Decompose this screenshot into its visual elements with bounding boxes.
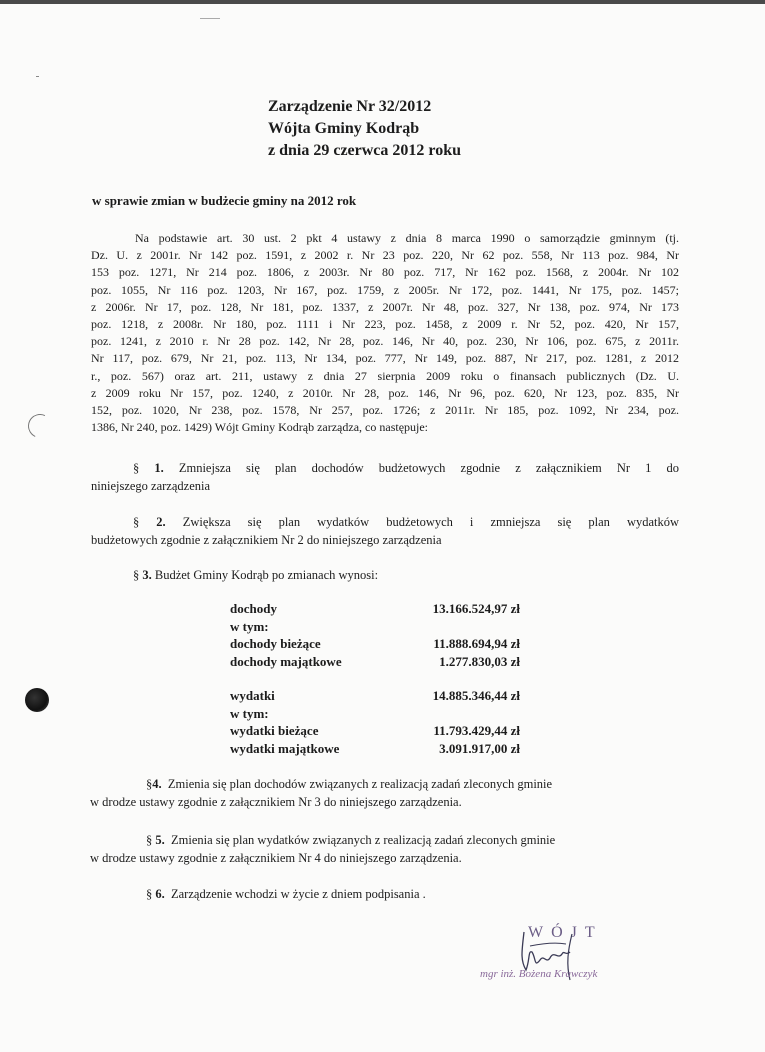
- section-line: [133, 567, 378, 585]
- budget-value: 13.166.524,97 zł: [432, 601, 520, 616]
- paragraph-line: Na podstawie art. 30 ust. 2 pkt 4 ustawy z dnia 8 marca 1990 o samorządzie gminnym (tj.: [135, 231, 679, 245]
- document-subject: w sprawie zmian w budżecie gminy na 2012 rok: [92, 193, 357, 208]
- section-text: Zarządzenie wchodzi w życie z dniem podpisania .: [171, 887, 426, 901]
- section-mark: §: [133, 515, 140, 529]
- paragraph-line: r., poz. 567) oraz art. 211, ustawy z dnia 27 sierpnia 2009 roku o finansach publicznych (Dz. U.: [91, 368, 679, 383]
- section-number: 6.: [155, 887, 165, 901]
- paragraph-line: poz. 1055, Nr 116 poz. 1203, Nr 167, poz. 1759, z 2005r. Nr 172, poz. 1441, Nr 175, poz. 1457;: [91, 282, 679, 297]
- budget-summary: [230, 600, 520, 757]
- punch-hole: [25, 688, 49, 712]
- section-6: [146, 886, 426, 904]
- paragraph-line: z 2009 roku Nr 157, poz. 1240, z 2010r. Nr 28, poz. 146, Nr 96, poz. 620, Nr 123, poz. 835, Nr: [91, 385, 679, 400]
- budget-row: [230, 618, 520, 636]
- budget-value: 1.277.830,03 zł: [439, 653, 520, 669]
- paragraph-line: Dz. U. z 2001r. Nr 142 poz. 1591, z 2002 r. Nr 23 poz. 220, Nr 62 poz. 558, Nr 113 poz. 984, Nr: [91, 248, 679, 263]
- section-4: [90, 776, 552, 811]
- section-text: Zmniejsza się plan dochodów budżetowych zgodnie z załącznikiem Nr 1 do: [178, 461, 680, 475]
- paragraph-line: poz. 1218, z 2008r. Nr 180, poz. 1111 i Nr 223, poz. 1458, z 2009 r. Nr 52, poz. 420, Nr 157,: [91, 317, 679, 332]
- section-line: niniejszego zarządzenia: [91, 478, 211, 493]
- section-line: [146, 886, 426, 904]
- title-line: z dnia 29 czerwca 2012 roku: [268, 142, 462, 159]
- section-number: 3.: [142, 568, 152, 582]
- budget-value: 11.793.429,44 zł: [433, 723, 520, 738]
- budget-value: 3.091.917,00 zł: [439, 740, 520, 756]
- section-mark: §: [133, 461, 140, 475]
- budget-value: 14.885.346,44 zł: [432, 688, 520, 703]
- section-text: Zmienia się plan wydatków związanych z realizacją zadań zleconych gminie: [171, 833, 556, 847]
- section-mark: §: [146, 887, 153, 901]
- signature-stamp: [476, 920, 676, 990]
- section-line: [91, 514, 679, 532]
- section-line: [90, 776, 552, 794]
- section-3: [133, 567, 378, 585]
- budget-label: dochody: [230, 601, 277, 616]
- section-line: [91, 460, 679, 478]
- section-mark: §: [146, 777, 153, 791]
- budget-label: wydatki: [230, 688, 275, 703]
- paragraph-line: Nr 117, poz. 679, Nr 21, poz. 113, Nr 134, poz. 777, Nr 149, poz. 887, Nr 217, poz. 1281, z 2012: [91, 351, 679, 366]
- budget-row: [230, 740, 520, 758]
- budget-label: dochody bieżące: [230, 636, 321, 651]
- section-line: budżetowych zgodnie z załącznikiem Nr 2 do niniejszego zarządzenia: [91, 532, 442, 547]
- scan-artifact: [200, 18, 220, 19]
- section-number: 1.: [154, 461, 164, 475]
- budget-row: [230, 653, 520, 671]
- section-line: [90, 832, 555, 850]
- paragraph-line: 152, poz. 1020, Nr 238, poz. 1578, Nr 257, poz. 1726; z 2011r. Nr 185, poz. 1092, Nr 234, poz.: [91, 403, 679, 418]
- budget-label: dochody majątkowe: [230, 653, 342, 669]
- section-line: w drodze ustawy zgodnie z załącznikiem Nr 3 do niniejszego zarządzenia.: [90, 794, 462, 809]
- section-2: [91, 514, 679, 549]
- section-line: w drodze ustawy zgodnie z załącznikiem Nr 4 do niniejszego zarządzenia.: [90, 850, 462, 865]
- scan-artifact: [36, 76, 39, 77]
- budget-value: 11.888.694,94 zł: [433, 636, 520, 651]
- budget-row: [230, 687, 520, 705]
- section-text: Budżet Gminy Kodrąb po zmianach wynosi:: [154, 568, 379, 582]
- budget-row: [230, 635, 520, 653]
- section-1: [91, 460, 679, 495]
- budget-label: wydatki bieżące: [230, 723, 319, 738]
- legal-basis-paragraph: [91, 230, 679, 436]
- section-number: 2.: [156, 515, 166, 529]
- paragraph-line: z 2006r. Nr 17, poz. 128, Nr 181, poz. 1337, z 2007r. Nr 48, poz. 327, Nr 138, poz. 974, Nr 173: [91, 299, 679, 314]
- budget-row: [230, 600, 520, 618]
- section-number: 5.: [155, 833, 165, 847]
- scan-top-edge: [0, 0, 765, 4]
- section-5: [90, 832, 555, 867]
- section-mark: §: [146, 833, 153, 847]
- budget-label: wydatki majątkowe: [230, 740, 340, 756]
- section-text: Zwiększa się plan wydatków budżetowych i zmniejsza się plan wydatków: [182, 515, 680, 529]
- section-text: Zmienia się plan dochodów związanych z realizacją zadań zleconych gminie: [167, 777, 553, 791]
- paragraph-line: 1386, Nr 240, poz. 1429) Wójt Gminy Kodrąb zarządza, co następuje:: [91, 420, 429, 435]
- section-mark: §: [133, 568, 140, 582]
- budget-label: w tym:: [230, 618, 269, 634]
- section-number: 4.: [152, 777, 162, 791]
- paragraph-line: 153 poz. 1271, Nr 214 poz. 1806, z 2003r. Nr 80 poz. 717, Nr 162 poz. 1568, z 2004r. Nr 102: [91, 265, 679, 280]
- title-line: Zarządzenie Nr 32/2012: [268, 98, 432, 115]
- paragraph-line: poz. 1241, z 2010 r. Nr 28 poz. 142, Nr 28, poz. 146, Nr 40, poz. 230, Nr 106, poz. 675, z 2011r.: [91, 334, 679, 349]
- title-line: Wójta Gminy Kodrąb: [268, 120, 420, 137]
- document-title: [268, 96, 461, 162]
- stamp-title: WÓJT: [528, 924, 603, 941]
- budget-row: [230, 705, 520, 723]
- punch-hole: [25, 411, 56, 442]
- signer-name: mgr inż. Bożena Krawczyk: [480, 968, 598, 980]
- budget-label: w tym:: [230, 705, 269, 721]
- budget-row: [230, 722, 520, 740]
